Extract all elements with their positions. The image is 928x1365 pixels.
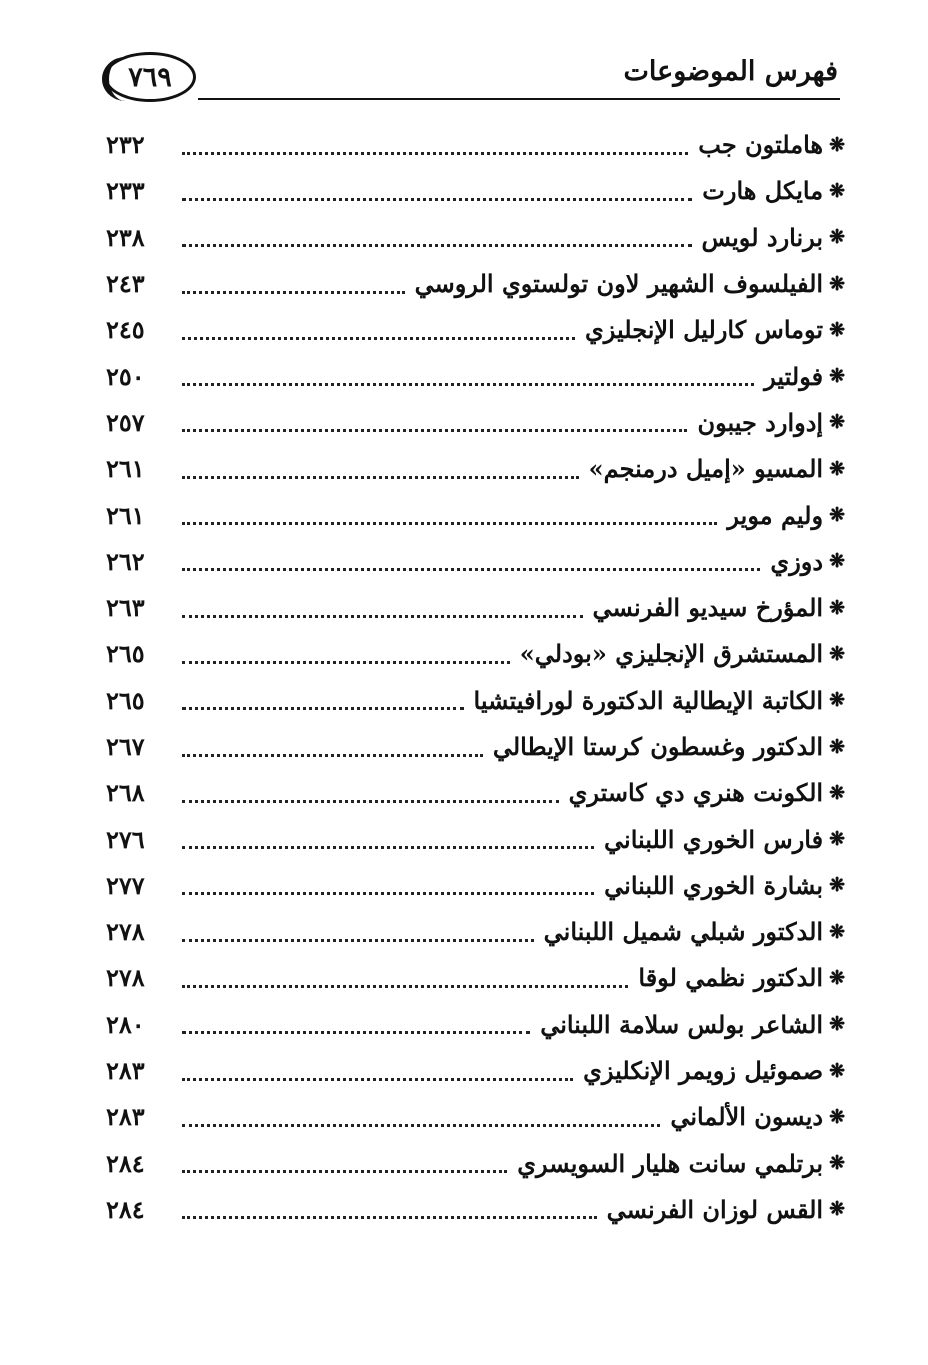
dot-leader xyxy=(182,150,688,155)
dot-leader xyxy=(182,983,628,988)
toc-entry-title: الشاعر بولس سلامة اللبناني xyxy=(540,1009,824,1039)
bullet-star-icon: ❋ xyxy=(829,1198,845,1221)
toc-entry-page-number: ٢٨٠ xyxy=(106,1009,145,1039)
toc-entry-title: فارس الخوري اللبناني xyxy=(604,824,824,854)
bullet-star-icon: ❋ xyxy=(829,226,845,249)
toc-entry-page-number: ٢٣٣ xyxy=(106,176,145,206)
toc-entry[interactable] xyxy=(100,215,845,261)
toc-entry-page-number: ٢٦١ xyxy=(106,500,145,530)
toc-entry-title: فولتير xyxy=(764,361,824,391)
toc-entry-title: دوزي xyxy=(770,546,824,576)
toc-entry[interactable] xyxy=(100,1002,845,1048)
toc-entry[interactable] xyxy=(100,492,845,538)
dot-leader xyxy=(182,1168,507,1173)
toc-entry-page-number: ٢٧٨ xyxy=(106,917,145,947)
toc-entry[interactable] xyxy=(100,261,845,307)
toc-entry-page-number: ٢٨٤ xyxy=(106,1194,145,1224)
toc-entry-title: الدكتور وغسطون كرستا الإيطالي xyxy=(492,732,824,761)
bullet-star-icon: ❋ xyxy=(829,642,845,665)
page-title: فهرس الموضوعات xyxy=(623,56,838,87)
toc-entry-page-number: ٢٤٣ xyxy=(106,269,145,299)
toc-entry-page-number: ٢٧٦ xyxy=(106,824,145,854)
toc-entry[interactable] xyxy=(100,955,845,1001)
dot-leader xyxy=(182,890,594,895)
toc-entry-page-number: ٢٦٧ xyxy=(106,732,145,761)
dot-leader xyxy=(182,242,692,247)
toc-entry-page-number: ٢٥٧ xyxy=(106,407,145,437)
toc-entry-page-number: ٢٦٥ xyxy=(106,639,145,669)
toc-entry[interactable] xyxy=(100,816,845,862)
bullet-star-icon: ❋ xyxy=(829,828,845,851)
bullet-star-icon: ❋ xyxy=(829,365,845,388)
bullet-star-icon: ❋ xyxy=(829,550,845,573)
toc-entry-page-number: ٢٣٢ xyxy=(106,130,145,160)
toc-entry[interactable] xyxy=(100,1094,845,1140)
toc-entry-page-number: ٢٧٨ xyxy=(106,963,145,993)
bullet-star-icon: ❋ xyxy=(829,1059,845,1082)
toc-entry[interactable] xyxy=(100,585,845,631)
bullet-star-icon: ❋ xyxy=(829,411,845,434)
dot-leader xyxy=(182,844,594,849)
bullet-star-icon: ❋ xyxy=(829,1013,845,1036)
toc-entry[interactable] xyxy=(100,631,845,677)
dot-leader xyxy=(182,196,692,201)
dot-leader xyxy=(182,289,405,294)
toc-entry-page-number: ٢٦٥ xyxy=(106,685,145,715)
bullet-star-icon: ❋ xyxy=(829,272,845,295)
toc-entry[interactable] xyxy=(100,909,845,955)
toc-entry-title: برتلمي سانت هليار السويسري xyxy=(517,1148,824,1178)
bullet-star-icon: ❋ xyxy=(829,874,845,897)
page-number-badge xyxy=(104,52,196,102)
toc-entry-title: القس لوزان الفرنسي xyxy=(606,1194,824,1224)
bullet-star-icon: ❋ xyxy=(829,1105,845,1128)
toc-entry-title: هاملتون جب xyxy=(698,130,824,160)
toc-entry-title: وليم موير xyxy=(727,500,824,530)
toc-entry[interactable] xyxy=(100,400,845,446)
dot-leader xyxy=(182,474,579,479)
toc-entry-page-number: ٢٦٢ xyxy=(106,546,145,576)
dot-leader xyxy=(182,613,583,618)
bullet-star-icon: ❋ xyxy=(829,596,845,619)
toc-entry-page-number: ٢٦٣ xyxy=(106,593,145,623)
dot-leader xyxy=(182,1076,573,1081)
toc-entry-page-number: ٢٤٥ xyxy=(106,315,145,345)
toc-entry-title: ديسون الألماني xyxy=(670,1102,824,1132)
toc-entry-title: توماس كارليل الإنجليزي xyxy=(585,315,824,345)
toc-entry-page-number: ٢٦٨ xyxy=(106,778,145,808)
table-of-contents xyxy=(100,122,845,1233)
bullet-star-icon: ❋ xyxy=(829,735,845,758)
dot-leader xyxy=(182,659,510,664)
dot-leader xyxy=(182,1029,530,1034)
toc-entry-title: المؤرخ سيديو الفرنسي xyxy=(592,593,824,623)
toc-entry-page-number: ٢٨٤ xyxy=(106,1148,145,1178)
toc-entry[interactable] xyxy=(100,863,845,909)
toc-entry[interactable] xyxy=(100,539,845,585)
dot-leader xyxy=(182,752,483,757)
toc-entry[interactable] xyxy=(100,1141,845,1187)
toc-entry[interactable] xyxy=(100,1187,845,1233)
toc-entry[interactable] xyxy=(100,122,845,168)
dot-leader xyxy=(182,1122,660,1127)
bullet-star-icon: ❋ xyxy=(829,966,845,989)
dot-leader xyxy=(182,427,687,432)
dot-leader xyxy=(182,520,717,525)
toc-entry-page-number: ٢٣٨ xyxy=(106,222,145,252)
toc-entry-page-number: ٢٨٣ xyxy=(106,1056,145,1086)
toc-entry-title: صموئيل زويمر الإنكليزي xyxy=(583,1056,824,1086)
bullet-star-icon: ❋ xyxy=(829,1152,845,1175)
toc-entry-page-number: ٢٧٧ xyxy=(106,870,145,900)
toc-entry-title: الدكتور نظمي لوقا xyxy=(638,963,824,993)
toc-entry-title: الكونت هنري دي كاستري xyxy=(568,778,824,808)
bullet-star-icon: ❋ xyxy=(829,457,845,480)
toc-entry[interactable] xyxy=(100,1048,845,1094)
toc-entry-title: بشارة الخوري اللبناني xyxy=(604,870,824,900)
toc-entry-page-number: ٢٥٠ xyxy=(106,361,145,391)
toc-entry[interactable] xyxy=(100,770,845,816)
toc-entry-page-number: ٢٦١ xyxy=(106,454,145,484)
dot-leader xyxy=(182,566,760,571)
bullet-star-icon: ❋ xyxy=(829,920,845,943)
header-rule xyxy=(198,98,840,100)
dot-leader xyxy=(182,705,464,710)
toc-entry-page-number: ٢٨٣ xyxy=(106,1102,145,1132)
toc-entry-title: الكاتبة الإيطالية الدكتورة لورافيتشيا xyxy=(473,685,824,715)
bullet-star-icon: ❋ xyxy=(829,504,845,527)
toc-entry-title: مايكل هارت xyxy=(702,176,824,206)
bullet-star-icon: ❋ xyxy=(829,318,845,341)
toc-entry-title: برنارد لويس xyxy=(701,222,824,252)
page-number: ٧٦٩ xyxy=(128,61,172,93)
dot-leader xyxy=(182,798,559,803)
dot-leader xyxy=(182,381,754,386)
toc-entry[interactable] xyxy=(100,353,845,399)
bullet-star-icon: ❋ xyxy=(829,689,845,712)
toc-entry-title: إدوارد جيبون xyxy=(697,407,824,437)
toc-entry[interactable] xyxy=(100,168,845,214)
toc-entry-title: المستشرق الإنجليزي «بودلي» xyxy=(519,639,824,669)
dot-leader xyxy=(182,335,575,340)
bullet-star-icon: ❋ xyxy=(829,179,845,202)
toc-entry[interactable] xyxy=(100,307,845,353)
dot-leader xyxy=(182,1214,597,1219)
toc-entry-title: الدكتور شبلي شميل اللبناني xyxy=(543,917,824,947)
toc-entry[interactable] xyxy=(100,724,845,770)
bullet-star-icon: ❋ xyxy=(829,133,845,156)
dot-leader xyxy=(182,937,534,942)
toc-entry[interactable] xyxy=(100,678,845,724)
toc-entry-title: المسيو «إميل درمنجم» xyxy=(588,454,824,484)
bullet-star-icon: ❋ xyxy=(829,781,845,804)
page-header xyxy=(100,48,840,104)
toc-entry[interactable] xyxy=(100,446,845,492)
toc-entry-title: الفيلسوف الشهير لاون تولستوي الروسي xyxy=(414,269,824,299)
